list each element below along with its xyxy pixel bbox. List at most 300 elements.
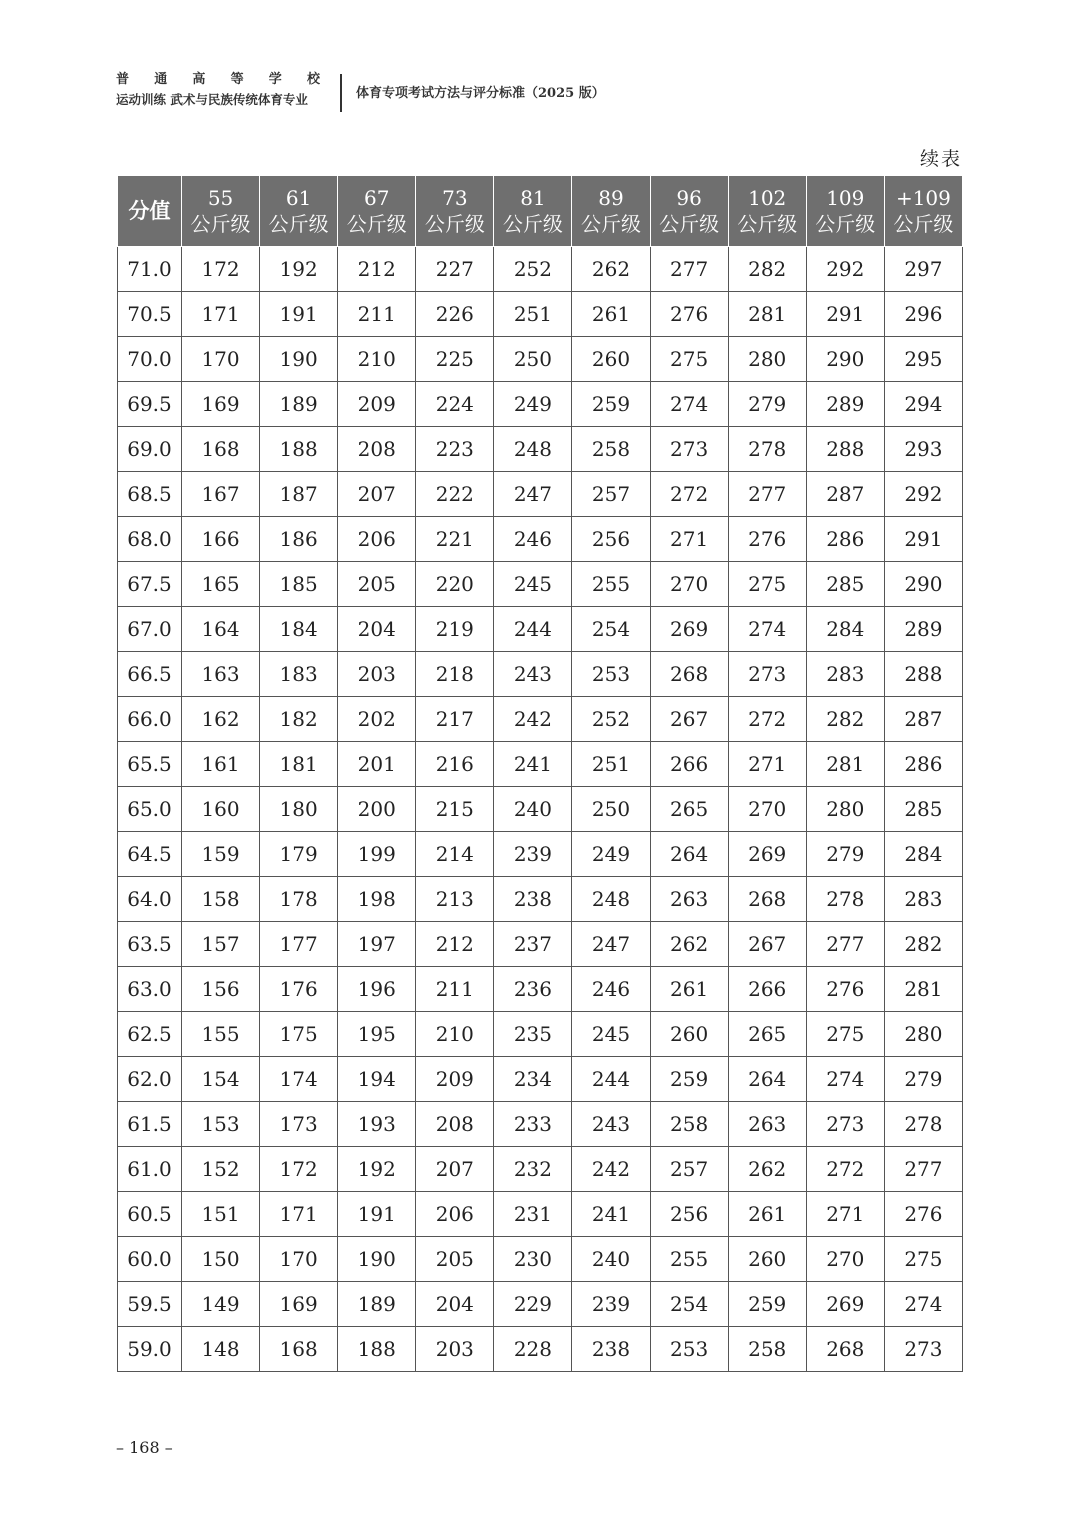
weight-class-header: [884, 176, 962, 247]
table-cell: 260: [728, 1237, 806, 1282]
table-cell: 232: [494, 1147, 572, 1192]
table-cell: 271: [806, 1192, 884, 1237]
table-cell: 171: [182, 292, 260, 337]
table-cell: 241: [494, 742, 572, 787]
table-cell: 274: [884, 1282, 962, 1327]
weight-class-unit: 公斤级: [815, 212, 876, 236]
table-cell: 213: [416, 877, 494, 922]
table-cell: 287: [884, 697, 962, 742]
table-cell: 150: [182, 1237, 260, 1282]
table-cell: 188: [260, 427, 338, 472]
table-cell: 214: [416, 832, 494, 877]
table-header-row: [118, 176, 963, 247]
table-cell: 293: [884, 427, 962, 472]
table-cell: 268: [806, 1327, 884, 1372]
score-cell: 61.0: [118, 1147, 182, 1192]
table-cell: 249: [494, 382, 572, 427]
table-cell: 273: [806, 1102, 884, 1147]
table-cell: 227: [416, 247, 494, 292]
table-row: [118, 967, 963, 1012]
table-row: [118, 1237, 963, 1282]
table-cell: 162: [182, 697, 260, 742]
weight-class-value: 73: [442, 186, 468, 210]
table-cell: 189: [260, 382, 338, 427]
table-cell: 271: [650, 517, 728, 562]
weight-class-unit: 公斤级: [268, 212, 329, 236]
table-cell: 172: [260, 1147, 338, 1192]
table-cell: 160: [182, 787, 260, 832]
continued-label: 续表: [919, 148, 962, 170]
table-row: [118, 787, 963, 832]
table-cell: 154: [182, 1057, 260, 1102]
table-cell: 182: [260, 697, 338, 742]
table-cell: 190: [338, 1237, 416, 1282]
table-cell: 274: [650, 382, 728, 427]
table-row: [118, 1192, 963, 1237]
table-cell: 279: [806, 832, 884, 877]
table-cell: 253: [572, 652, 650, 697]
table-cell: 275: [650, 337, 728, 382]
table-cell: 273: [884, 1327, 962, 1372]
table-cell: 170: [260, 1237, 338, 1282]
table-cell: 251: [572, 742, 650, 787]
table-cell: 261: [728, 1192, 806, 1237]
table-cell: 248: [494, 427, 572, 472]
score-cell: 60.5: [118, 1192, 182, 1237]
table-cell: 280: [884, 1012, 962, 1057]
table-cell: 218: [416, 652, 494, 697]
table-cell: 171: [260, 1192, 338, 1237]
table-cell: 259: [650, 1057, 728, 1102]
table-cell: 174: [260, 1057, 338, 1102]
table-cell: 149: [182, 1282, 260, 1327]
table-cell: 226: [416, 292, 494, 337]
table-cell: 175: [260, 1012, 338, 1057]
table-cell: 277: [650, 247, 728, 292]
table-cell: 250: [572, 787, 650, 832]
table-cell: 201: [338, 742, 416, 787]
table-cell: 195: [338, 1012, 416, 1057]
table-cell: 276: [650, 292, 728, 337]
weight-class-header: [416, 176, 494, 247]
table-cell: 242: [572, 1147, 650, 1192]
page-number: – 168 –: [116, 1438, 173, 1457]
table-cell: 272: [728, 697, 806, 742]
score-cell: 59.5: [118, 1282, 182, 1327]
table-cell: 155: [182, 1012, 260, 1057]
score-cell: 61.5: [118, 1102, 182, 1147]
table-cell: 265: [650, 787, 728, 832]
table-cell: 283: [884, 877, 962, 922]
table-cell: 212: [416, 922, 494, 967]
table-cell: 276: [884, 1192, 962, 1237]
school-char: 通: [154, 72, 168, 87]
table-cell: 189: [338, 1282, 416, 1327]
table-cell: 289: [806, 382, 884, 427]
table-cell: 281: [728, 292, 806, 337]
table-cell: 186: [260, 517, 338, 562]
table-cell: 252: [572, 697, 650, 742]
table-cell: 275: [728, 562, 806, 607]
table-cell: 273: [728, 652, 806, 697]
table-cell: 229: [494, 1282, 572, 1327]
table-cell: 262: [650, 922, 728, 967]
table-cell: 285: [884, 787, 962, 832]
table-cell: 289: [884, 607, 962, 652]
table-cell: 270: [650, 562, 728, 607]
table-cell: 199: [338, 832, 416, 877]
table-cell: 295: [884, 337, 962, 382]
table-cell: 243: [572, 1102, 650, 1147]
table-cell: 243: [494, 652, 572, 697]
table-cell: 291: [806, 292, 884, 337]
table-cell: 237: [494, 922, 572, 967]
table-cell: 297: [884, 247, 962, 292]
score-cell: 71.0: [118, 247, 182, 292]
table-cell: 260: [650, 1012, 728, 1057]
score-cell: 65.5: [118, 742, 182, 787]
table-cell: 173: [260, 1102, 338, 1147]
table-cell: 207: [338, 472, 416, 517]
table-cell: 292: [884, 472, 962, 517]
table-cell: 282: [728, 247, 806, 292]
table-cell: 269: [728, 832, 806, 877]
table-cell: 254: [572, 607, 650, 652]
table-cell: 288: [806, 427, 884, 472]
weight-class-header: [182, 176, 260, 247]
weight-class-value: 55: [207, 186, 234, 210]
table-cell: 268: [650, 652, 728, 697]
table-row: [118, 877, 963, 922]
table-cell: 197: [338, 922, 416, 967]
table-cell: 212: [338, 247, 416, 292]
table-row: [118, 1057, 963, 1102]
weight-class-unit: 公斤级: [893, 212, 954, 236]
table-cell: 204: [416, 1282, 494, 1327]
table-cell: 268: [728, 877, 806, 922]
table-cell: 219: [416, 607, 494, 652]
table-row: [118, 652, 963, 697]
table-cell: 281: [884, 967, 962, 1012]
table-cell: 177: [260, 922, 338, 967]
table-cell: 238: [572, 1327, 650, 1372]
table-row: [118, 292, 963, 337]
score-cell: 69.0: [118, 427, 182, 472]
table-cell: 192: [338, 1147, 416, 1192]
table-cell: 255: [572, 562, 650, 607]
weight-class-value: 67: [364, 186, 390, 210]
table-cell: 259: [728, 1282, 806, 1327]
table-cell: 210: [416, 1012, 494, 1057]
table-cell: 269: [650, 607, 728, 652]
major-name: 运动训练 武术与民族传统体育专业: [116, 92, 308, 107]
table-row: [118, 742, 963, 787]
score-cell: 63.5: [118, 922, 182, 967]
score-cell: 64.5: [118, 832, 182, 877]
table-cell: 148: [182, 1327, 260, 1372]
weight-class-value: +109: [895, 186, 951, 210]
table-cell: 198: [338, 877, 416, 922]
table-cell: 278: [884, 1102, 962, 1147]
table-cell: 205: [416, 1237, 494, 1282]
table-cell: 266: [728, 967, 806, 1012]
table-cell: 245: [494, 562, 572, 607]
weight-class-value: 96: [676, 186, 702, 210]
table-cell: 278: [728, 427, 806, 472]
table-cell: 240: [572, 1237, 650, 1282]
table-cell: 221: [416, 517, 494, 562]
table-cell: 249: [572, 832, 650, 877]
table-cell: 153: [182, 1102, 260, 1147]
table-row: [118, 1327, 963, 1372]
table-cell: 274: [728, 607, 806, 652]
table-cell: 246: [494, 517, 572, 562]
table-cell: 172: [182, 247, 260, 292]
table-cell: 266: [650, 742, 728, 787]
table-row: [118, 607, 963, 652]
table-row: [118, 337, 963, 382]
table-row: [118, 1282, 963, 1327]
table-cell: 161: [182, 742, 260, 787]
weight-class-header: [806, 176, 884, 247]
table-row: [118, 922, 963, 967]
weight-class-unit: 公斤级: [502, 212, 563, 236]
table-cell: 168: [182, 427, 260, 472]
table-cell: 260: [572, 337, 650, 382]
table-cell: 152: [182, 1147, 260, 1192]
score-cell: 59.0: [118, 1327, 182, 1372]
table-cell: 217: [416, 697, 494, 742]
score-cell: 64.0: [118, 877, 182, 922]
weight-class-header: [728, 176, 806, 247]
weight-class-header: [650, 176, 728, 247]
table-cell: 275: [884, 1237, 962, 1282]
table-cell: 261: [650, 967, 728, 1012]
weight-class-value: 81: [520, 186, 546, 210]
table-cell: 278: [806, 877, 884, 922]
weight-class-header: [338, 176, 416, 247]
table-row: [118, 247, 963, 292]
score-cell: 66.5: [118, 652, 182, 697]
table-cell: 270: [806, 1237, 884, 1282]
table-cell: 235: [494, 1012, 572, 1057]
table-cell: 248: [572, 877, 650, 922]
table-cell: 258: [650, 1102, 728, 1147]
table-row: [118, 382, 963, 427]
table-cell: 253: [650, 1327, 728, 1372]
table-cell: 238: [494, 877, 572, 922]
table-cell: 242: [494, 697, 572, 742]
table-cell: 263: [650, 877, 728, 922]
table-cell: 272: [650, 472, 728, 517]
score-cell: 60.0: [118, 1237, 182, 1282]
table-cell: 181: [260, 742, 338, 787]
table-cell: 196: [338, 967, 416, 1012]
table-cell: 290: [806, 337, 884, 382]
table-cell: 209: [416, 1057, 494, 1102]
table-cell: 167: [182, 472, 260, 517]
school-char: 等: [230, 72, 244, 87]
score-table: [117, 175, 963, 1372]
table-cell: 188: [338, 1327, 416, 1372]
table-cell: 292: [806, 247, 884, 292]
table-row: [118, 472, 963, 517]
table-cell: 216: [416, 742, 494, 787]
score-cell: 70.0: [118, 337, 182, 382]
table-cell: 294: [884, 382, 962, 427]
table-cell: 265: [728, 1012, 806, 1057]
table-cell: 157: [182, 922, 260, 967]
weight-class-value: 109: [826, 186, 865, 210]
school-name: [116, 70, 320, 90]
table-cell: 156: [182, 967, 260, 1012]
table-cell: 169: [260, 1282, 338, 1327]
table-cell: 192: [260, 247, 338, 292]
table-cell: 282: [884, 922, 962, 967]
table-cell: 256: [572, 517, 650, 562]
table-cell: 279: [884, 1057, 962, 1102]
table-cell: 258: [572, 427, 650, 472]
table-cell: 178: [260, 877, 338, 922]
table-cell: 285: [806, 562, 884, 607]
table-cell: 211: [416, 967, 494, 1012]
book-title: 体育专项考试方法与评分标准（2025 版）: [356, 86, 605, 101]
table-cell: 247: [572, 922, 650, 967]
table-row: [118, 427, 963, 472]
table-cell: 194: [338, 1057, 416, 1102]
table-row: [118, 1102, 963, 1147]
table-cell: 284: [806, 607, 884, 652]
weight-class-value: 102: [748, 186, 787, 210]
table-cell: 254: [650, 1282, 728, 1327]
table-cell: 185: [260, 562, 338, 607]
table-cell: 286: [806, 517, 884, 562]
table-cell: 269: [806, 1282, 884, 1327]
weight-class-header: [572, 176, 650, 247]
table-cell: 208: [416, 1102, 494, 1147]
table-cell: 206: [338, 517, 416, 562]
table-cell: 176: [260, 967, 338, 1012]
table-cell: 210: [338, 337, 416, 382]
table-cell: 264: [728, 1057, 806, 1102]
table-cell: 200: [338, 787, 416, 832]
table-cell: 250: [494, 337, 572, 382]
table-cell: 202: [338, 697, 416, 742]
table-cell: 288: [884, 652, 962, 697]
weight-class-unit: 公斤级: [424, 212, 485, 236]
table-cell: 244: [494, 607, 572, 652]
table-row: [118, 832, 963, 877]
table-cell: 256: [650, 1192, 728, 1237]
table-cell: 281: [806, 742, 884, 787]
table-cell: 274: [806, 1057, 884, 1102]
table-cell: 251: [494, 292, 572, 337]
table-cell: 208: [338, 427, 416, 472]
table-cell: 166: [182, 517, 260, 562]
table-cell: 179: [260, 832, 338, 877]
table-row: [118, 517, 963, 562]
table-cell: 231: [494, 1192, 572, 1237]
table-cell: 215: [416, 787, 494, 832]
table-cell: 267: [728, 922, 806, 967]
table-cell: 261: [572, 292, 650, 337]
table-cell: 259: [572, 382, 650, 427]
table-cell: 277: [806, 922, 884, 967]
score-cell: 62.5: [118, 1012, 182, 1057]
table-cell: 255: [650, 1237, 728, 1282]
table-cell: 267: [650, 697, 728, 742]
table-cell: 187: [260, 472, 338, 517]
table-cell: 158: [182, 877, 260, 922]
score-cell: 67.0: [118, 607, 182, 652]
table-cell: 211: [338, 292, 416, 337]
table-cell: 230: [494, 1237, 572, 1282]
table-cell: 224: [416, 382, 494, 427]
table-cell: 273: [650, 427, 728, 472]
weight-class-value: 61: [285, 186, 312, 210]
table-cell: 291: [884, 517, 962, 562]
table-cell: 203: [338, 652, 416, 697]
table-cell: 205: [338, 562, 416, 607]
table-cell: 241: [572, 1192, 650, 1237]
table-cell: 183: [260, 652, 338, 697]
table-cell: 170: [182, 337, 260, 382]
table-cell: 236: [494, 967, 572, 1012]
table-cell: 276: [806, 967, 884, 1012]
table-cell: 257: [650, 1147, 728, 1192]
table-cell: 245: [572, 1012, 650, 1057]
table-cell: 257: [572, 472, 650, 517]
table-cell: 271: [728, 742, 806, 787]
table-cell: 280: [806, 787, 884, 832]
score-cell: 62.0: [118, 1057, 182, 1102]
table-cell: 283: [806, 652, 884, 697]
table-cell: 280: [728, 337, 806, 382]
table-cell: 180: [260, 787, 338, 832]
header-divider: [340, 74, 342, 112]
table-cell: 164: [182, 607, 260, 652]
table-row: [118, 562, 963, 607]
table-cell: 225: [416, 337, 494, 382]
weight-class-unit: 公斤级: [346, 212, 407, 236]
table-cell: 262: [728, 1147, 806, 1192]
table-cell: 262: [572, 247, 650, 292]
table-cell: 270: [728, 787, 806, 832]
table-cell: 209: [338, 382, 416, 427]
table-cell: 277: [728, 472, 806, 517]
table-cell: 191: [260, 292, 338, 337]
table-cell: 247: [494, 472, 572, 517]
table-cell: 203: [416, 1327, 494, 1372]
table-cell: 228: [494, 1327, 572, 1372]
table-row: [118, 697, 963, 742]
school-char: 学: [268, 72, 282, 87]
table-cell: 296: [884, 292, 962, 337]
table-cell: 184: [260, 607, 338, 652]
table-cell: 284: [884, 832, 962, 877]
table-cell: 151: [182, 1192, 260, 1237]
table-cell: 279: [728, 382, 806, 427]
weight-class-value: 89: [598, 186, 624, 210]
table-cell: 252: [494, 247, 572, 292]
table-cell: 168: [260, 1327, 338, 1372]
weight-class-unit: 公斤级: [190, 212, 251, 236]
table-cell: 276: [728, 517, 806, 562]
score-cell: 63.0: [118, 967, 182, 1012]
weight-class-unit: 公斤级: [581, 212, 642, 236]
table-cell: 290: [884, 562, 962, 607]
weight-class-unit: 公斤级: [737, 212, 798, 236]
